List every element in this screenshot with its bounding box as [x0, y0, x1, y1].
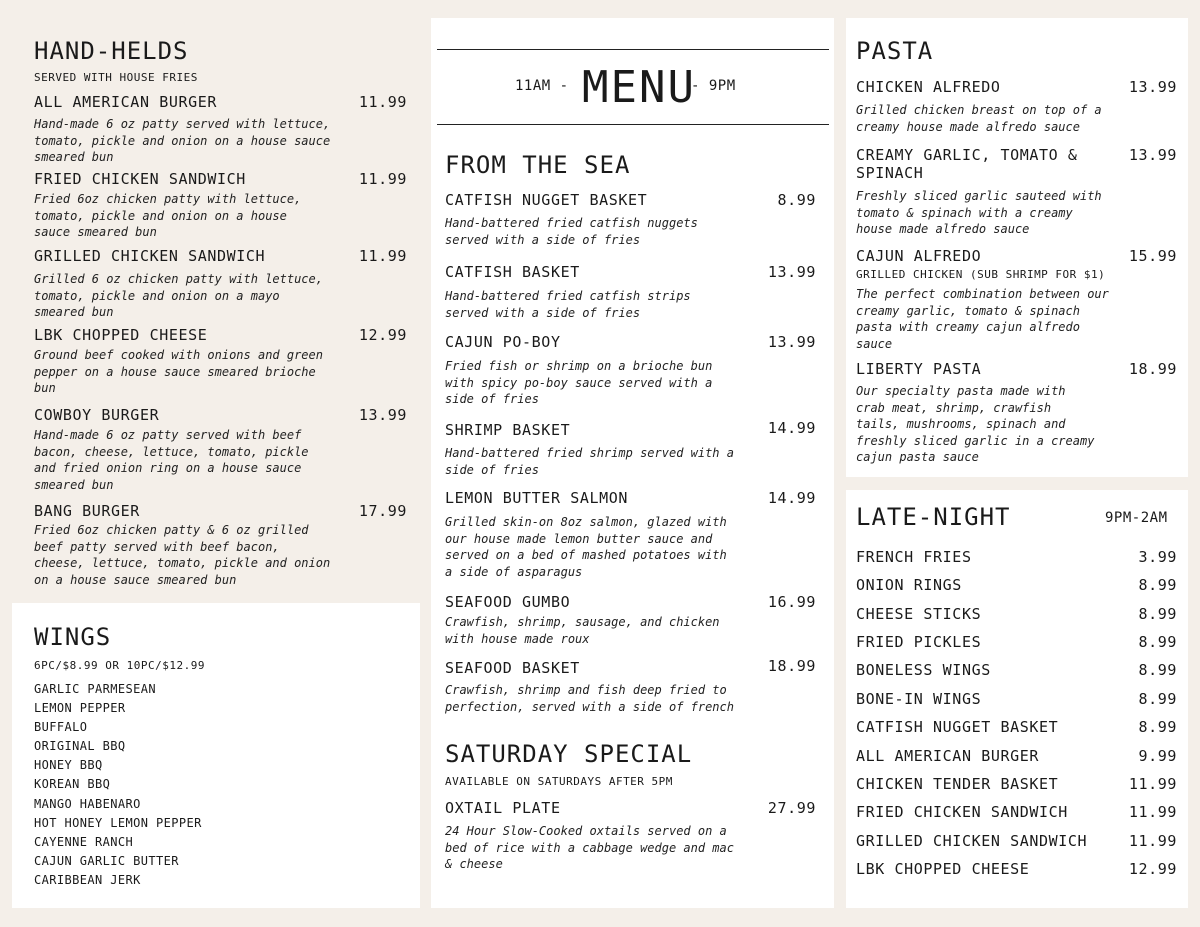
list-item: KOREAN BBQ: [34, 777, 111, 792]
menu-item-desc: Hand-made 6 oz patty served with beef bacon, cheese, lettuce, tomato, pickle and fried onion ring on a house sauce smeared bun: [34, 428, 309, 492]
list-item: MANGO HABENARO: [34, 796, 141, 811]
menu-item-name: CATFISH BASKET: [445, 263, 580, 281]
menu-item-name: CHICKEN TENDER BASKET: [856, 775, 1059, 793]
list-item: HOT HONEY LEMON PEPPER: [34, 815, 202, 830]
handhelds-title: HAND-HELDS: [34, 37, 189, 65]
pasta-title: PASTA: [856, 37, 934, 65]
menu-item-price: 14.99: [767, 489, 816, 507]
menu-item-desc: Grilled 6 oz chicken patty with lettuce, tomato, pickle and onion on a mayo smeared bun: [34, 272, 323, 319]
menu-item-price: 8.99: [1138, 661, 1177, 679]
list-item: CAJUN GARLIC BUTTER: [34, 853, 179, 868]
menu-item-name: LIBERTY PASTA: [856, 360, 982, 378]
menu-item-price: 11.99: [1128, 832, 1177, 850]
list-item: LEMON PEPPER: [34, 701, 126, 716]
menu-item-name: CHEESE STICKS: [856, 605, 982, 623]
list-item: GARLIC PARMESEAN: [34, 682, 156, 696]
latenight-title: LATE-NIGHT: [856, 503, 1011, 531]
menu-item-desc: Fried fish or shrimp on a brioche bun with spicy po-boy sauce served with a side of fries: [445, 359, 713, 406]
saturday-subtitle: AVAILABLE ON SATURDAYS AFTER 5PM: [445, 775, 673, 788]
menu-item-name: SHRIMP BASKET: [445, 421, 571, 439]
menu-item-price: 11.99: [358, 93, 407, 111]
menu-item-desc: Hand-battered fried catfish nuggets served with a side of fries: [445, 216, 698, 247]
pasta-panel: [846, 18, 1188, 477]
menu-item-price: 12.99: [1128, 860, 1177, 878]
menu-item-name: SEAFOOD GUMBO: [445, 593, 571, 611]
menu-item-desc: Hand-battered fried shrimp served with a side of fries: [445, 446, 734, 477]
menu-item-price: 13.99: [358, 406, 407, 424]
wings-title: WINGS: [34, 623, 112, 651]
menu-item-name: CATFISH NUGGET BASKET: [856, 718, 1059, 736]
handhelds-subtitle: SERVED WITH HOUSE FRIES: [34, 71, 198, 84]
menu-item-desc: Hand-battered fried catfish strips served with a side of fries: [445, 289, 691, 320]
menu-item-price: 17.99: [358, 502, 407, 520]
menu-item-price: 8.99: [1138, 718, 1177, 736]
menu-item-name: FRIED PICKLES: [856, 633, 982, 651]
menu-item-desc: Crawfish, shrimp, sausage, and chicken with house made roux: [445, 615, 720, 646]
menu-item-desc: Fried 6oz chicken patty with lettuce, tomato, pickle and onion on a house sauce smeared bun: [34, 192, 302, 239]
menu-item-name: ALL AMERICAN BURGER: [856, 747, 1039, 765]
menu-item-name: ONION RINGS: [856, 576, 962, 594]
menu-item-name: GRILLED CHICKEN SANDWICH: [34, 247, 266, 265]
menu-item-name: ALL AMERICAN BURGER: [34, 93, 217, 111]
wings-subtitle: 6PC/$8.99 OR 10PC/$12.99: [34, 659, 205, 672]
menu-item-name: OXTAIL PLATE: [445, 799, 561, 817]
menu-item-name: CAJUN PO-BOY: [445, 333, 561, 351]
menu-item-desc: 24 Hour Slow-Cooked oxtails served on a bed of rice with a cabbage wedge and mac & cheese: [445, 824, 734, 871]
menu-item-price: 11.99: [1128, 775, 1177, 793]
close-time: - 9PM: [691, 78, 736, 94]
saturday-title: SATURDAY SPECIAL: [445, 740, 693, 768]
menu-item-name: FRIED CHICKEN SANDWICH: [34, 170, 246, 188]
center-panel: [431, 18, 834, 908]
menu-item-note: GRILLED CHICKEN (SUB SHRIMP FOR $1): [856, 268, 1106, 281]
header-rule-top: [437, 49, 829, 50]
menu-item-price: 15.99: [1128, 247, 1177, 265]
menu-item-price: 8.99: [1138, 605, 1177, 623]
menu-item-price: 8.99: [1138, 690, 1177, 708]
list-item: ORIGINAL BBQ: [34, 739, 126, 754]
menu-item-price: 13.99: [767, 333, 816, 351]
menu-item-desc: Fried 6oz chicken patty & 6 oz grilled beef patty served with beef bacon, cheese, lettuce, tomato, pickle and onion on a house sauce smeared bun: [34, 523, 331, 587]
menu-item-price: 13.99: [1128, 78, 1177, 96]
menu-item-price: 27.99: [767, 799, 816, 817]
latenight-hours: 9PM-2AM: [1105, 510, 1168, 526]
menu-item-name: CHICKEN ALFREDO: [856, 78, 1001, 96]
menu-item-name: BANG BURGER: [34, 502, 140, 520]
menu-item-desc: Crawfish, shrimp and fish deep fried to perfection, served with a side of french: [445, 683, 734, 714]
menu-item-desc: Hand-made 6 oz patty served with lettuce, tomato, pickle and onion on a house sauce smeared bun: [34, 117, 331, 164]
menu-item-price: 9.99: [1138, 747, 1177, 765]
menu-item-price: 16.99: [767, 593, 816, 611]
list-item: CAYENNE RANCH: [34, 834, 134, 849]
wings-panel: [12, 603, 420, 908]
menu-item-price: 11.99: [358, 247, 407, 265]
menu-item-desc: Ground beef cooked with onions and green pepper on a house sauce smeared brioche bun: [34, 348, 323, 395]
open-time: 11AM -: [515, 78, 569, 94]
menu-item-name: SEAFOOD BASKET: [445, 659, 580, 677]
menu-item-desc: The perfect combination between our creamy garlic, tomato & spinach pasta with creamy cajun alfredo sauce: [856, 287, 1109, 351]
wings-flavor-list: [34, 680, 202, 890]
menu-item-price: 8.99: [777, 191, 816, 209]
menu-item-price: 18.99: [1128, 360, 1177, 378]
list-item: HONEY BBQ: [34, 758, 103, 773]
menu-item-name: CAJUN ALFREDO: [856, 247, 982, 265]
menu-item-name: FRENCH FRIES: [856, 548, 972, 566]
menu-item-name: CATFISH NUGGET BASKET: [445, 191, 648, 209]
menu-item-desc: Grilled chicken breast on top of a creamy house made alfredo sauce: [856, 103, 1102, 134]
menu-item-price: 18.99: [767, 657, 816, 675]
menu-item-price: 14.99: [767, 419, 816, 437]
menu-item-name: COWBOY BURGER: [34, 406, 160, 424]
menu-item-price: 3.99: [1138, 548, 1177, 566]
header-rule-bottom: [437, 124, 829, 125]
menu-item-price: 12.99: [358, 326, 407, 344]
menu-item-name: LBK CHOPPED CHEESE: [856, 860, 1030, 878]
sea-title: FROM THE SEA: [445, 151, 631, 179]
latenight-panel: [846, 490, 1188, 908]
menu-item-desc: Grilled skin-on 8oz salmon, glazed with our house made lemon butter sauce and served on a bed of mashed potatoes with a side of asparagus: [445, 515, 727, 579]
menu-item-name: FRIED CHICKEN SANDWICH: [856, 803, 1068, 821]
menu-item-price: 13.99: [767, 263, 816, 281]
menu-item-price: 11.99: [1128, 803, 1177, 821]
menu-item-name: BONELESS WINGS: [856, 661, 991, 679]
menu-item-name: CREAMY GARLIC, TOMATO & SPINACH: [856, 146, 1078, 182]
menu-item-desc: Freshly sliced garlic sauteed with tomato & spinach with a creamy house made alfredo sauce: [856, 189, 1102, 236]
menu-item-price: 11.99: [358, 170, 407, 188]
list-item: BUFFALO: [34, 720, 88, 735]
menu-item-desc: Our specialty pasta made with crab meat, shrimp, crawfish tails, mushrooms, spinach and freshly sliced garlic in a creamy cajun pasta sauce: [856, 384, 1095, 464]
menu-item-name: GRILLED CHICKEN SANDWICH: [856, 832, 1088, 850]
menu-item-name: LBK CHOPPED CHEESE: [34, 326, 208, 344]
menu-item-name: LEMON BUTTER SALMON: [445, 489, 628, 507]
menu-item-price: 8.99: [1138, 576, 1177, 594]
menu-title: MENU: [582, 62, 696, 113]
list-item: CARIBBEAN JERK: [34, 872, 141, 887]
menu-item-name: BONE-IN WINGS: [856, 690, 982, 708]
menu-item-price: 13.99: [1128, 146, 1177, 164]
menu-item-price: 8.99: [1138, 633, 1177, 651]
